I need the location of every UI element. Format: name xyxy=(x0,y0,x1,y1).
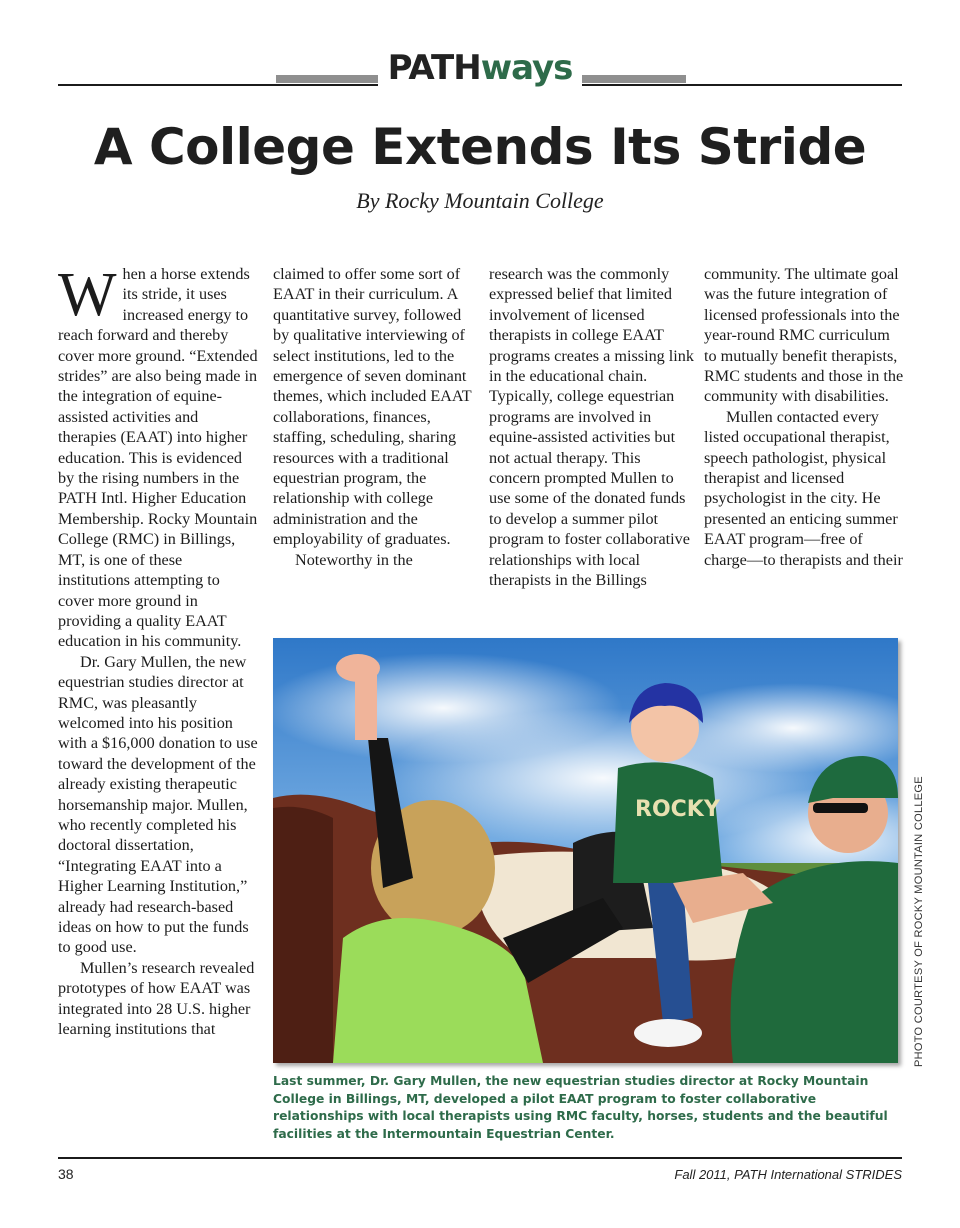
paragraph: claimed to offer some sort of EAAT in their curriculum. A quantitative survey, followed by qualitative interviewing of select institutions, led to the emergence of seven dominant themes, which included EAAT collaborations, finances, staffing, scheduling, sharing resources with a traditional equestrian program, the relationship with college administration and the employability of graduates. xyxy=(273,265,472,549)
article-photo xyxy=(273,638,898,1063)
paragraph: Mullen’s research revealed prototypes of how EAAT was integrated into 28 U.S. higher learning institutions that xyxy=(58,958,255,1039)
photo-credit: PHOTO COURTESY OF ROCKY MOUNTAIN COLLEGE xyxy=(913,776,925,1067)
photo-caption: Last summer, Dr. Gary Mullen, the new equestrian studies director at Rocky Mountain College in Billings, MT, developed a pilot EAAT program to foster collaborative relationships with local therapists using RMC faculty, horses, students and the beautiful facilities at the Intermountain Equestrian Center. xyxy=(273,1074,888,1141)
paragraph xyxy=(58,261,258,652)
paragraph: community. The ultimate goal was the future integration of licensed professionals into the year-round RMC curriculum to mutually benefit therapists, RMC students and those in the community with disabilities. xyxy=(704,265,904,406)
article-column-1 xyxy=(58,261,258,1039)
article-column-2 xyxy=(273,264,473,570)
paragraph-text: hen a horse extends its stride, it uses increased energy to reach forward and thereby cover more ground. “Extended strides” are also being made in the integration of equine-assisted activities and therapies (EAAT) into higher education. This is evidenced by the rising numbers in the PATH Intl. Higher Education Membership. Rocky Mountain College (RMC) in Billings, MT, is one of these institutions attempting to cover more ground in providing a quality EAAT education in his community. xyxy=(58,265,258,651)
article-byline: By Rocky Mountain College xyxy=(356,188,604,213)
page-number: 38 xyxy=(58,1166,74,1182)
article-column-3 xyxy=(489,264,694,591)
footer-rule xyxy=(58,1157,902,1159)
paragraph: Noteworthy in the xyxy=(295,550,413,569)
section-logo-suffix: ways xyxy=(480,48,573,88)
article-title: A College Extends Its Stride xyxy=(93,118,867,176)
paragraph: Mullen contacted every listed occupational therapist, speech pathologist, physical therapist and licensed psychologist in the city. He presented an enticing summer EAAT program—free of charge—to therapists and their xyxy=(704,407,903,569)
publication-source: Fall 2011, PATH International STRIDES xyxy=(674,1167,902,1182)
drop-cap: W xyxy=(58,261,117,329)
paragraph: research was the commonly expressed belief that limited involvement of licensed therapists in college EAAT programs creates a missing link in the educational chain. Typically, college equestrian programs are involved in equine-assisted activities but not actual therapy. This concern prompted Mullen to use some of the donated funds to develop a summer pilot program to foster collaborative relationships with local therapists in the Billings xyxy=(489,265,694,590)
section-logo-prefix: PATH xyxy=(387,48,481,88)
article-column-4 xyxy=(704,264,904,570)
section-logo xyxy=(0,48,960,88)
paragraph: Dr. Gary Mullen, the new equestrian studies director at RMC, was pleasantly welcomed into his position with a $16,000 donation to use toward the development of the already existing therapeutic horsemanship major. Mullen, who recently completed his doctoral dissertation, “Integrating EAAT into a Higher Learning Institution,” already had research-based ideas on how to put the funds to good use. xyxy=(58,652,258,957)
shirt-lettering: ROCKY xyxy=(635,797,720,822)
